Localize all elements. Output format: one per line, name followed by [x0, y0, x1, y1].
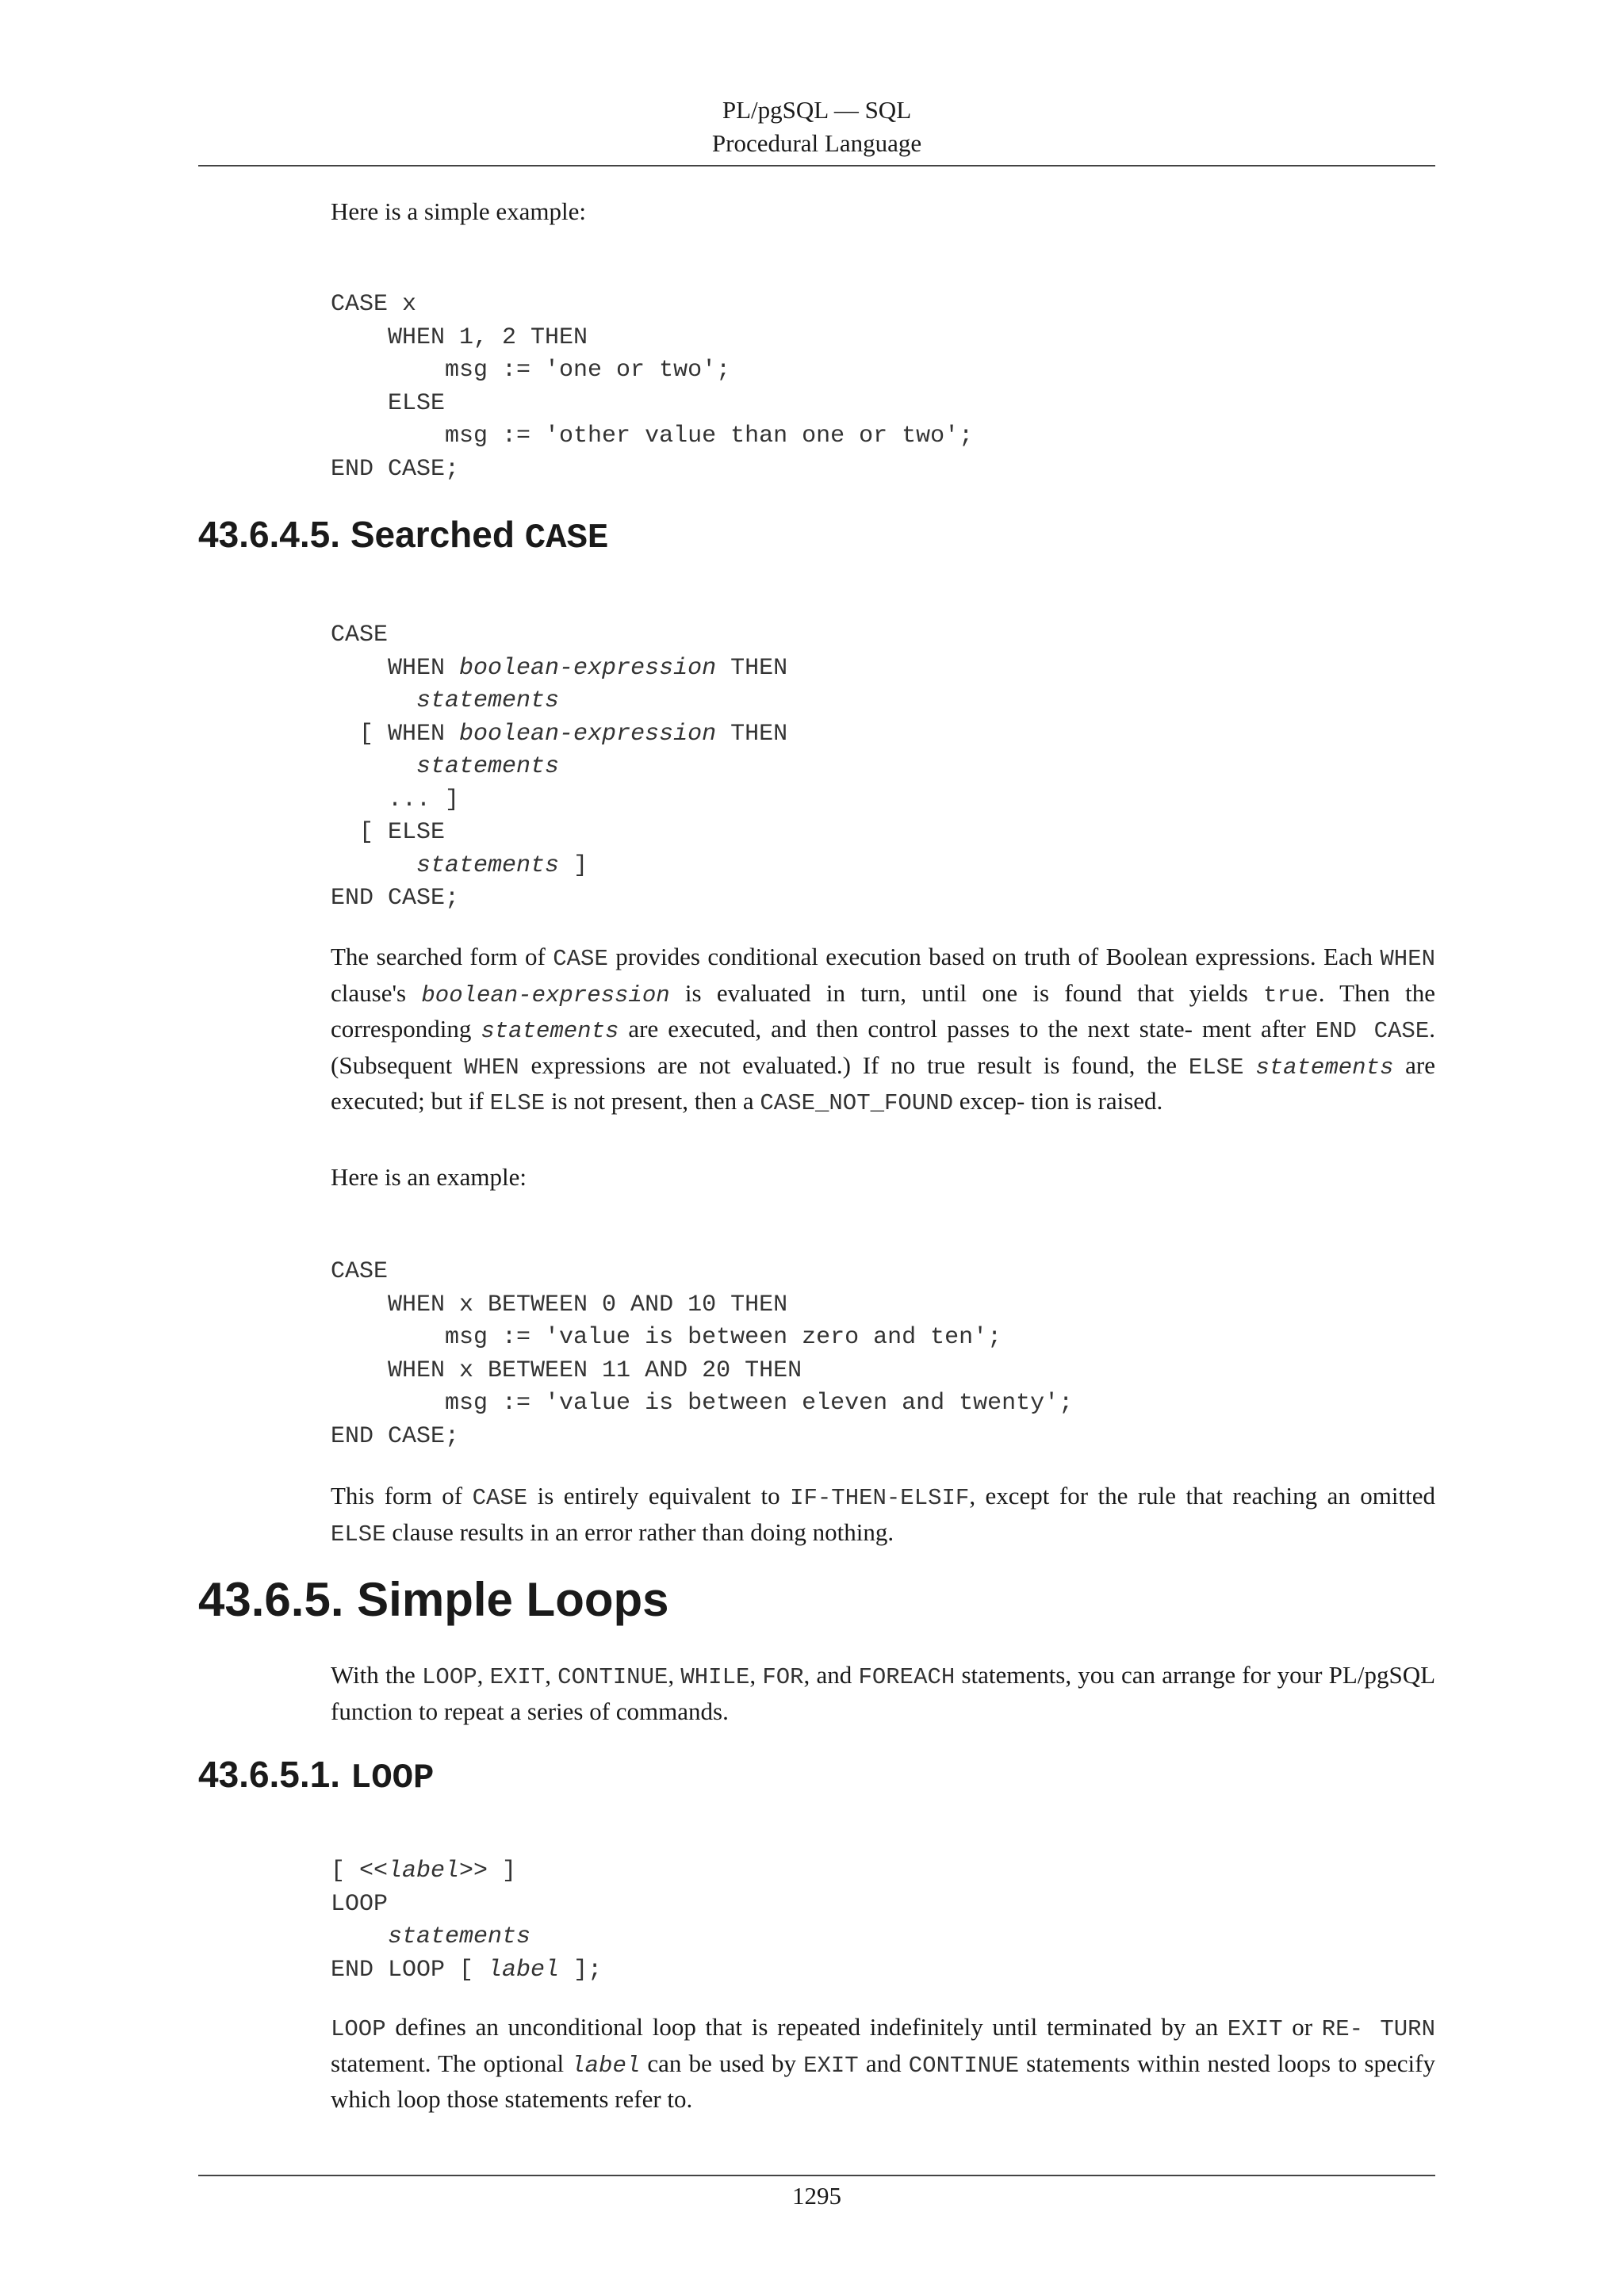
inline-code: CASE [472, 1485, 528, 1511]
text-run: are executed; but if [331, 1050, 1436, 1115]
text-run: clause results in an error rather than doing nothing. [385, 1517, 894, 1546]
text-run: excep- tion is raised. [953, 1087, 1163, 1115]
section-heading-simple-loops: 43.6.5. Simple Loops [198, 1573, 669, 1626]
code-line: msg := 'value is between eleven and twenty'; [331, 1390, 1074, 1417]
inline-code: ELSE [489, 1090, 546, 1116]
code-line: msg := 'value is between zero and ten'; [331, 1324, 1002, 1351]
paragraph-equivalence [331, 1479, 1435, 1552]
code-placeholder: statements [416, 753, 560, 780]
paragraph-searched-case [331, 940, 1435, 1121]
footer-rule [198, 2175, 1435, 2176]
inline-code: LOOP [331, 2016, 386, 2042]
inline-code: RE- TURN [1321, 2016, 1435, 2042]
text-run: , and [803, 1661, 859, 1689]
section-number: 43.6.5.1. [198, 1754, 350, 1795]
code-text: ]; [559, 1956, 603, 1984]
text-run: statements within nested loops to specify which loop those statements refer to. [331, 2049, 1435, 2113]
header-subtitle: Procedural Language [711, 129, 922, 157]
text-run: or [1282, 2013, 1322, 2041]
paragraph-loops-intro [331, 1659, 1435, 1728]
inline-code: FOREACH [858, 1664, 956, 1690]
text-run: . Then the corresponding [331, 978, 1435, 1043]
code-placeholder: label [488, 1956, 560, 1984]
code-line: [ ELSE [331, 819, 446, 846]
code-syntax-loop [331, 1855, 602, 1987]
code-line: msg := 'other value than one or two'; [331, 423, 974, 450]
code-placeholder: statements [388, 1923, 531, 1950]
code-text: THEN [716, 654, 788, 682]
code-example-simple-case [331, 289, 973, 486]
code-text: >> ] [459, 1858, 517, 1885]
text-run: provides conditional execution based on truth of Boolean expressions. Each [607, 943, 1381, 970]
text-run: are executed, and then control passes to the next state- ment after [619, 1015, 1316, 1043]
inline-code: WHEN [464, 1054, 519, 1081]
inline-code: END CASE [1315, 1018, 1430, 1044]
inline-code: ELSE [1188, 1054, 1244, 1081]
code-placeholder: boolean-expression [459, 654, 717, 682]
code-line: ELSE [331, 389, 446, 417]
text-run: The searched form of [331, 943, 553, 970]
inline-code: LOOP [422, 1664, 477, 1690]
section-keyword: LOOP [350, 1758, 435, 1798]
inline-placeholder: label [571, 2052, 641, 2079]
text-run: , [545, 1661, 558, 1689]
inline-code: WHEN [1380, 946, 1436, 972]
code-line: END CASE; [331, 885, 460, 912]
inline-code: FOR [762, 1664, 804, 1690]
text-run: statement. The optional [331, 2049, 572, 2077]
inline-code: ELSE [331, 1521, 386, 1548]
text-run: , [477, 1661, 490, 1689]
code-text [331, 852, 416, 879]
text-run: statements, you can arrange for your PL/pgSQL function to repeat a series of commands. [331, 1661, 1436, 1725]
text-run: is entirely equivalent to [527, 1482, 791, 1510]
text-run: expressions are not evaluated.) If no true result is found, the [519, 1050, 1189, 1079]
text-run: . (Subsequent [331, 1015, 1435, 1079]
code-placeholder: boolean-expression [459, 720, 717, 748]
code-line: WHEN x BETWEEN 0 AND 10 THEN [331, 1291, 788, 1318]
inline-placeholder: boolean-expression [421, 982, 670, 1008]
code-text: [ << [331, 1858, 389, 1885]
inline-code: EXIT [1227, 2016, 1283, 2042]
section-heading-searched-case [198, 512, 608, 561]
code-line: WHEN x BETWEEN 11 AND 20 THEN [331, 1357, 802, 1384]
code-text [331, 753, 416, 780]
code-text [331, 1923, 388, 1950]
code-text: THEN [716, 720, 788, 748]
code-line: WHEN 1, 2 THEN [331, 323, 588, 351]
text-run: This form of [331, 1482, 473, 1510]
code-line: ... ] [331, 786, 460, 813]
code-placeholder: statements [416, 851, 560, 879]
paragraph-loop [331, 2011, 1435, 2117]
inline-code: CASE_NOT_FOUND [760, 1090, 954, 1116]
inline-placeholder: statements [481, 1018, 619, 1044]
code-example-searched-case [331, 1256, 1073, 1453]
text-run: and [858, 2049, 909, 2077]
text-run: can be used by [640, 2049, 804, 2077]
code-line: CASE [331, 1258, 389, 1285]
inline-code: true [1263, 982, 1319, 1008]
code-syntax-searched-case [331, 619, 787, 916]
text-run: , [749, 1661, 763, 1689]
inline-code: EXIT [803, 2052, 859, 2079]
code-placeholder: statements [416, 687, 560, 714]
text-run: is evaluated in turn, until one is found that yields [669, 978, 1264, 1007]
intro-text: Here is a simple example: [331, 197, 586, 225]
page-number: 1295 [792, 2182, 841, 2210]
inline-code: CONTINUE [908, 2052, 1020, 2079]
code-line: msg := 'one or two'; [331, 357, 731, 384]
running-header [198, 94, 1435, 160]
inline-code: EXIT [489, 1664, 546, 1690]
code-text [331, 687, 416, 714]
code-line: END CASE; [331, 1422, 460, 1450]
header-rule [198, 165, 1435, 166]
code-line: END CASE; [331, 455, 460, 483]
code-text: [ WHEN [331, 720, 460, 748]
section-keyword: CASE [524, 519, 609, 558]
text-run: defines an unconditional loop that is repeated indefinitely until terminated by an [385, 2013, 1228, 2041]
inline-code: IF-THEN-ELSIF [790, 1485, 970, 1511]
code-line: CASE [331, 622, 389, 649]
text-run: With the [331, 1661, 423, 1689]
inline-code: CASE [553, 946, 608, 972]
inline-code: WHILE [680, 1664, 750, 1690]
inline-code: CONTINUE [557, 1664, 668, 1690]
code-placeholder: label [388, 1858, 460, 1885]
example-intro-text: Here is an example: [331, 1163, 527, 1191]
code-text: WHEN [331, 654, 460, 682]
section-number: 43.6.4.5. Searched [198, 514, 525, 555]
inline-placeholder: statements [1255, 1054, 1394, 1081]
text-run: is not present, then a [545, 1087, 760, 1115]
text-run: , [668, 1661, 681, 1689]
text-run: clause's [331, 978, 422, 1007]
code-line: LOOP [331, 1890, 389, 1918]
code-text: ] [559, 851, 588, 879]
code-text: END LOOP [ [331, 1956, 488, 1984]
section-heading-loop [198, 1752, 434, 1800]
text-run: , except for the rule that reaching an omitted [969, 1482, 1435, 1510]
header-title: PL/pgSQL — SQL [722, 96, 912, 124]
code-line: CASE x [331, 291, 417, 318]
